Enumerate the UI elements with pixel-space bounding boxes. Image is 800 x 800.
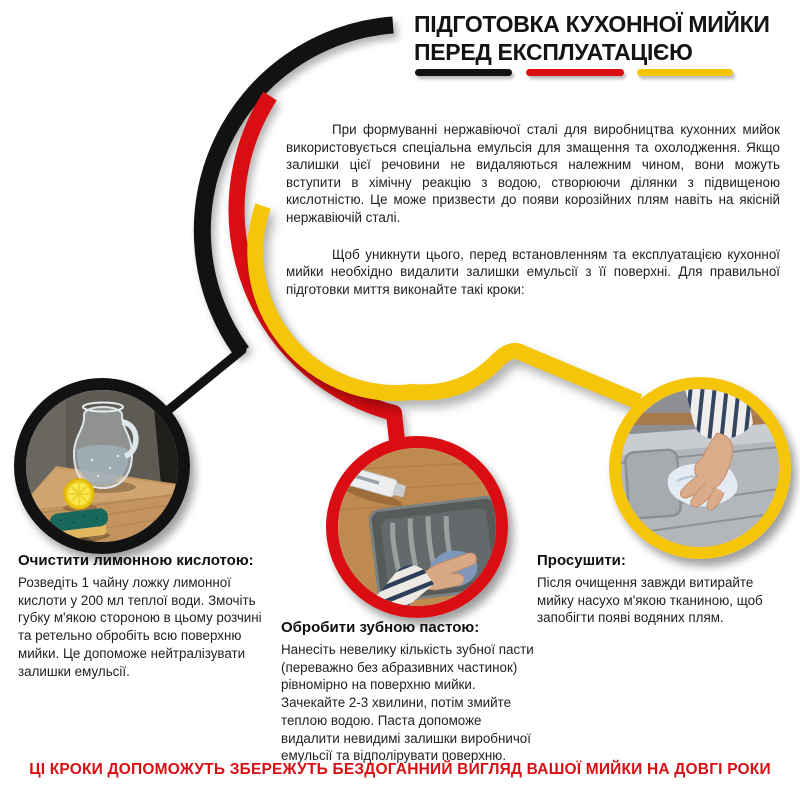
title-underline-black [415, 69, 512, 76]
toothpaste-sink-wipe-photo [338, 448, 496, 606]
title-underline-yellow [637, 69, 733, 76]
step3-photo-circle [609, 377, 791, 559]
step1-heading: Очистити лимонною кислотою: [18, 552, 254, 569]
step1-photo-circle [14, 378, 190, 554]
title-line-1: ПІДГОТОВКА КУХОННОЇ МИЙКИ [414, 11, 770, 37]
title-line-2: ПЕРЕД ЕКСПЛУАТАЦІЄЮ [414, 39, 693, 65]
step2-photo-circle [326, 436, 508, 618]
page-title [414, 10, 774, 66]
step1-text-block [18, 552, 272, 680]
step3-body: Після очищення завжди витирайте мийку насухо м'якою тканиною, щоб запобігти появі водяних плям. [537, 575, 763, 626]
bottom-slogan: ЦІ КРОКИ ДОПОМОЖУТЬ ЗБЕРЕЖУТЬ БЕЗДОГАННИЙ ВИГЛЯД ВАШОЇ МИЙКИ НА ДОВГІ РОКИ [29, 761, 771, 778]
title-underline-red [526, 69, 624, 76]
step2-body: Нанесіть невелику кількість зубної пасти (переважно без абразивних частинок) рівномірно на поверхню мийки. Зачекайте 2-3 хвилини, потім змийте теплою водою. Паста допоможе видалити невидимі залишки виробничої емульсії та відполірувати поверхню. [281, 642, 534, 764]
intro-paragraph-2: Щоб уникнути цього, перед встановленням та експлуатацією кухонної мийки необхідно видалити залишки емульсії з її поверхні. Для правильної підготовки миття виконайте такі кроки: [286, 246, 780, 297]
step2-heading: Обробити зубною пастою: [281, 619, 480, 636]
step2-text-block [281, 619, 535, 765]
step1-body: Розведіть 1 чайну ложку лимонної кислоти у 200 мл теплої води. Змочіть губку м'якою стороною в цьому розчині та ретельно обробіть всю поверхню мийки. Це допоможе нейтралізувати залишки емульсії. [18, 575, 262, 679]
drying-sink-cloth-photo [621, 389, 779, 547]
pitcher-lemon-sponge-photo [26, 390, 178, 542]
step3-heading: Просушити: [537, 552, 626, 569]
step3-text-block [537, 552, 791, 627]
black-connector-line [166, 350, 242, 412]
intro-text [286, 121, 780, 317]
intro-paragraph-1: При формуванні нержавіючої сталі для виробництва кухонних мийок використовується спеціальна емульсія для змащення та охолодження. Якщо залишки цієї речовини не видаляються належним чином, вони можуть вступити в хімічну реакцію з водою, створюючи ділянки з підвищеною кислотністю. Це може призвести до появи корозійних плям навіть на якісній нержавіючій сталі. [286, 122, 780, 225]
